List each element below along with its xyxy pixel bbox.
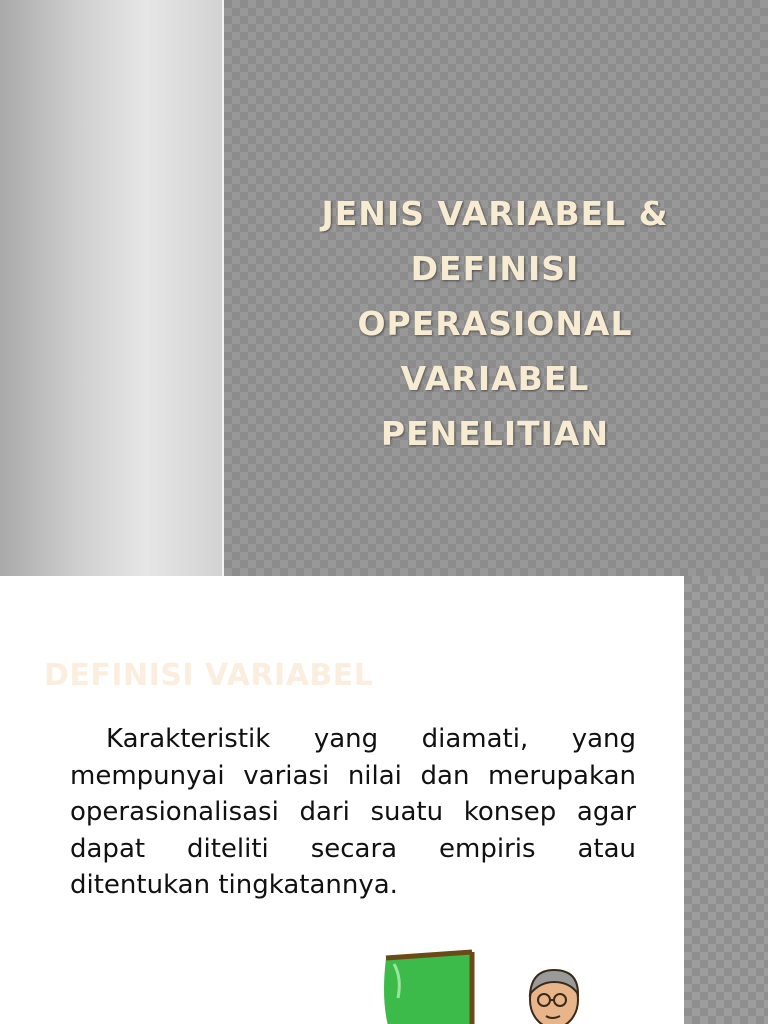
slide-title [258,186,732,461]
title-line-1: JENIS VARIABEL & [321,194,669,233]
diamond-pattern-strip [684,576,768,1024]
title-line-3: OPERASIONAL [357,304,633,343]
section-heading: DEFINISI VARIABEL [44,658,374,693]
title-line-4: VARIABEL [400,359,590,398]
definition-text: Karakteristik yang diamati, yang mempunyai variasi nilai dan merupakan operasionalisasi dari suatu konsep agar dapat diteliti secara empiris atau ditentukan tingkatannya. [70,724,636,900]
green-board-icon [372,948,482,1024]
definition-slide [0,576,768,1024]
left-gradient-panel [0,0,224,576]
title-line-5: PENELITIAN [380,414,610,453]
title-line-2: DEFINISI [410,249,580,288]
teacher-icon [518,964,588,1024]
